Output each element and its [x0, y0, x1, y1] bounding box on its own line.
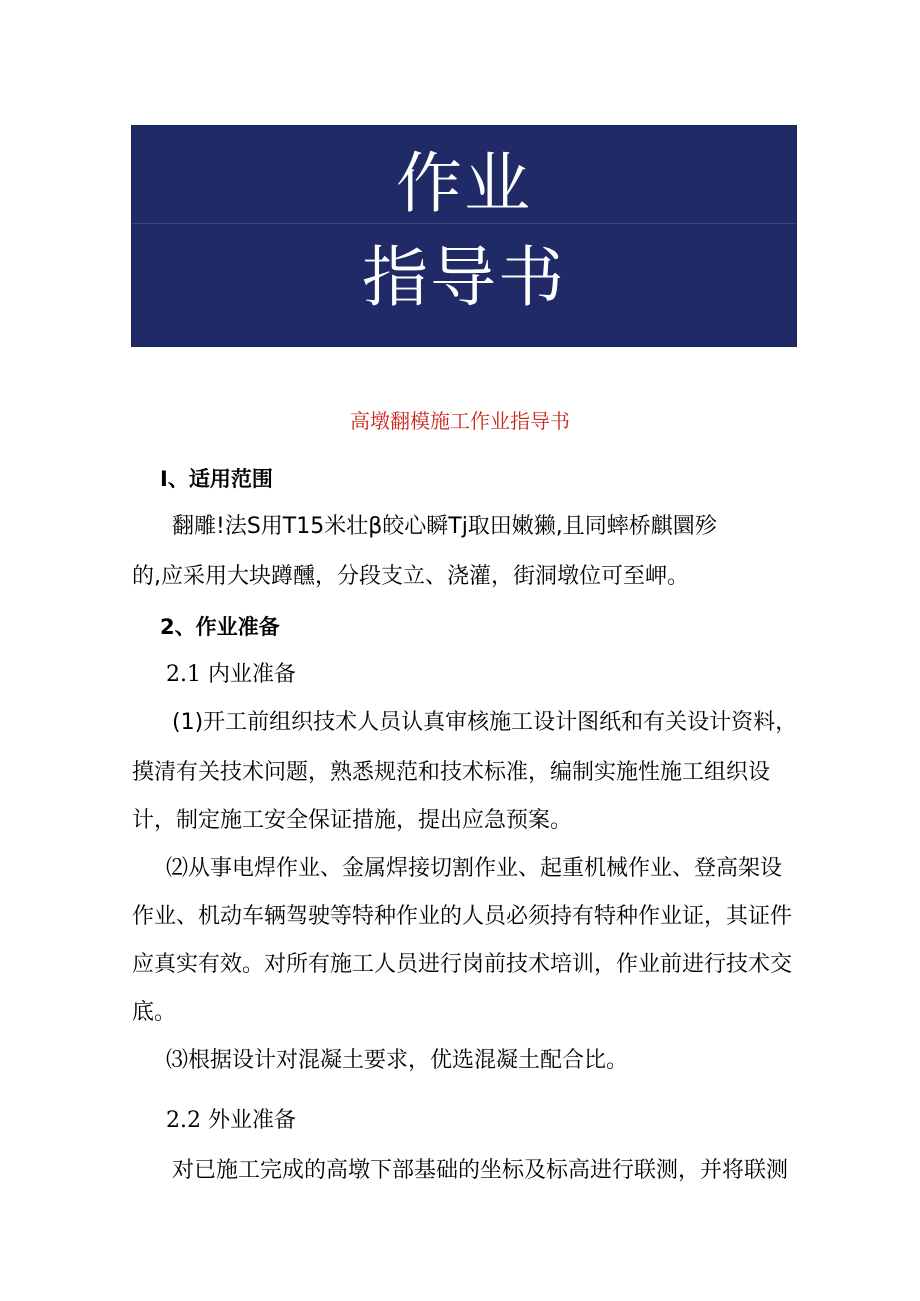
paragraph-line: (1)开工前组织技术人员认真审核施工设计图纸和有关设计资料，: [172, 710, 798, 735]
subsection-heading-external: [166, 1106, 296, 1136]
banner-divider: [132, 223, 796, 224]
paragraph-line: 应真实有效。对所有施工人员进行岗前技术培训，作业前进行技术交: [132, 952, 793, 977]
subsection-number: 2.2: [166, 1108, 201, 1133]
section-heading-scope: I、适用范围: [160, 467, 273, 491]
banner-title-line-1: 作业: [396, 145, 532, 222]
paragraph-line: ⑵从事电焊作业、金属焊接切割作业、起重机械作业、登高架设: [166, 856, 783, 881]
document-title: 高墩翻模施工作业指导书: [350, 409, 570, 433]
paragraph-line: 摸清有关技术问题，熟悉规范和技术标准，编制实施性施工组织设: [132, 760, 771, 785]
section-heading-preparation: 2、作业准备: [160, 615, 280, 639]
paragraph-line: 底。: [132, 1000, 177, 1025]
paragraph-line: 对已施工完成的高墩下部基础的坐标及标高进行联测，并将联测: [172, 1158, 789, 1183]
banner-title-line-2: 指导书: [362, 239, 566, 316]
subsection-heading-internal: [166, 660, 296, 690]
paragraph-line: 翻雕!法S用T15米壮β皎心瞬Tj取田嫩獭,且同蟀桥麒圜殄: [172, 514, 717, 539]
subsection-label: 外业准备: [208, 1108, 297, 1133]
paragraph-line: ⑶根据设计对混凝土要求，优选混凝土配合比。: [166, 1048, 629, 1073]
subsection-label: 内业准备: [208, 662, 297, 687]
paragraph-line: 的,应采用大块蹲醺，分段支立、浇灌，街洞墩位可至岬。: [132, 564, 689, 589]
paragraph-line: 作业、机动车辆驾驶等特种作业的人员必须持有特种作业证，其证件: [132, 904, 793, 929]
subsection-number: 2.1: [166, 662, 201, 687]
title-banner: [131, 125, 797, 347]
paragraph-line: 计，制定施工安全保证措施，提出应急预案。: [132, 808, 573, 833]
